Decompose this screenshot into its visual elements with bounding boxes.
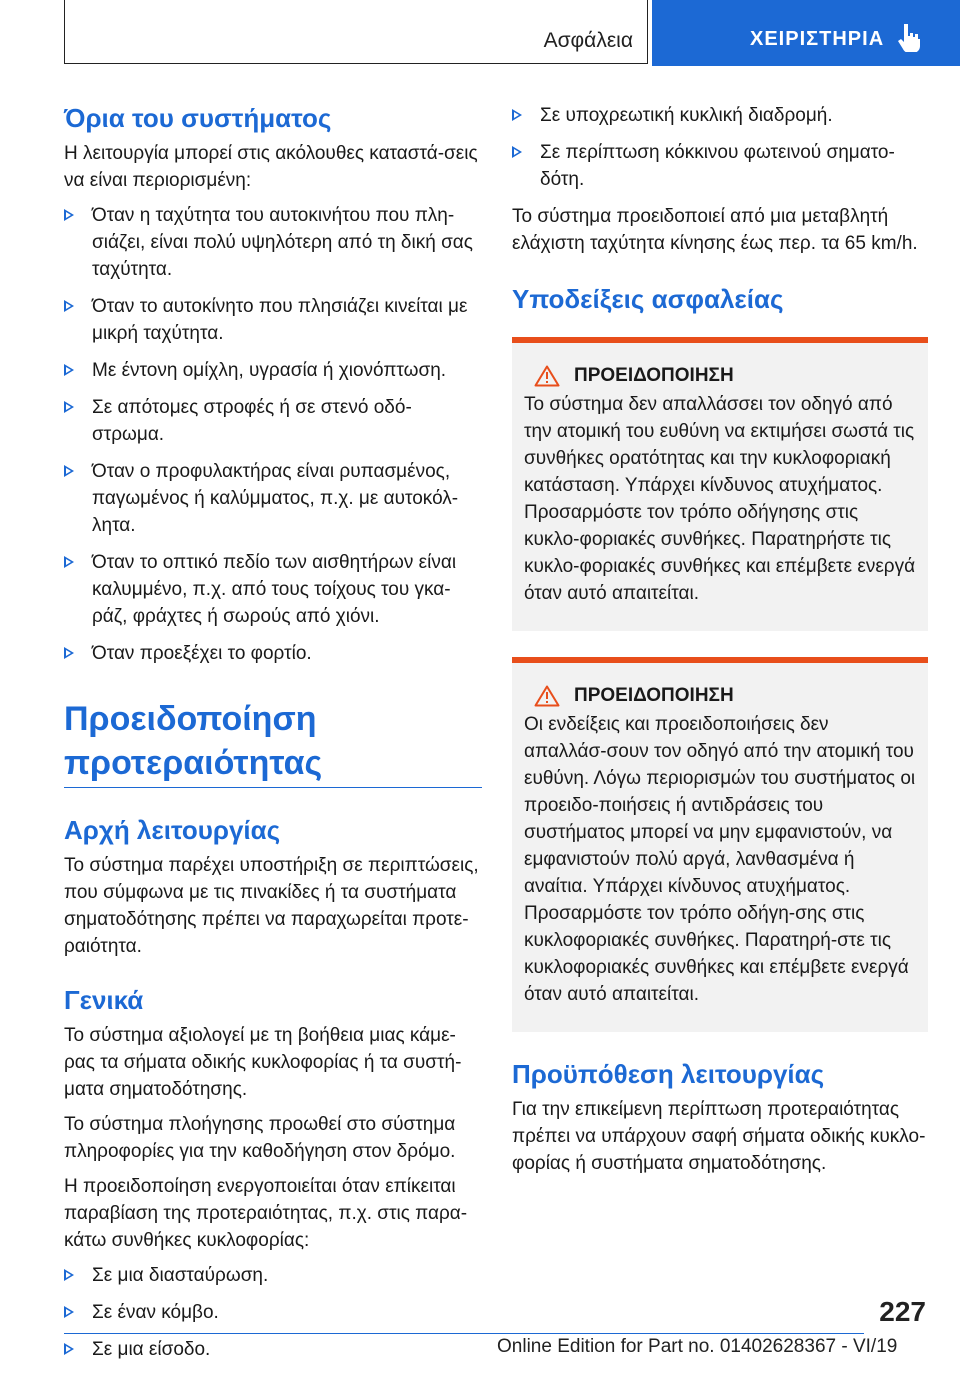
- list-item: Σε μια διασταύρωση.: [64, 1262, 482, 1289]
- principle-text: Το σύστημα παρέχει υποστήριξη σε περιπτώσεις, που σύμφωνα με τις πινακίδες ή τα συστήματα σηματοδότησης πρέπει να παραχωρείται προτε-ραιότητα.: [64, 855, 479, 957]
- warning-box-2: [512, 657, 928, 1032]
- warning-text: Το σύστημα δεν απαλλάσσει τον οδηγό από την ατομική του ευθύνη να εκτιμήσει σωστά τις συνθήκες ορατότητας και την κυκλοφοριακή κατάσταση. Υπάρχει κίνδυνος ατυχήματος. Προσαρμόστε τον τρόπο οδήγησης στις κυκλο-φοριακές συνθήκες. Παρατηρήστε τις κυκλο-φοριακές συνθήκες και επέμβετε ενεργά όταν αυτό απαιτείται.: [524, 394, 916, 604]
- list-item: Σε απότομες στροφές ή σε στενό οδό-στρωμα.: [64, 394, 482, 448]
- list-item: Όταν το αυτοκίνητο που πλησιάζει κινείται με μικρή ταχύτητα.: [64, 293, 482, 347]
- right-column: [512, 102, 928, 1185]
- list-item: Όταν ο προφυλακτήρας είναι ρυπασμένος, παγωμένος ή καλύμματος, π.χ. με αυτοκόλ-λητα.: [64, 458, 482, 539]
- footer-rule: [64, 1333, 864, 1334]
- triangle-bullet-icon: [64, 647, 74, 659]
- list-item: Σε περίπτωση κόκκινου φωτεινού σηματο-δότη.: [512, 139, 928, 193]
- triangle-bullet-icon: [64, 401, 74, 413]
- speed-text: Το σύστημα προειδοποιεί από μια μεταβλητή ελάχιστη ταχύτητα κίνησης έως περ. τα 65 km/h.: [512, 206, 918, 254]
- limits-list: [64, 202, 482, 667]
- list-item: Σε έναν κόμβο.: [64, 1299, 482, 1326]
- heading-rule: [64, 787, 482, 788]
- left-column: [64, 102, 482, 1373]
- list-item: Όταν το οπτικό πεδίο των αισθητήρων είναι καλυμμένο, π.χ. από τους τοίχους του γκα-ράζ, φράχτες ή σωρούς από χιόνι.: [64, 549, 482, 630]
- precondition-text: Για την επικείμενη περίπτωση προτεραιότητας πρέπει να υπάρχουν σαφή σήματα οδικής κυκλο-φορίας ή συστήματα σηματοδότησης.: [512, 1099, 926, 1174]
- triangle-bullet-icon: [512, 146, 522, 158]
- triangle-bullet-icon: [64, 1306, 74, 1318]
- warning-triangle-icon: [534, 365, 560, 387]
- triangle-bullet-icon: [512, 109, 522, 121]
- warning-triangle-icon: [534, 685, 560, 707]
- section-title: Ασφάλεια: [543, 29, 633, 52]
- triangle-bullet-icon: [64, 300, 74, 312]
- general-paragraph-3: Η προειδοποίηση ενεργοποιείται όταν επίκειται παραβίαση της προτεραιότητας, π.χ. στις παρα-κάτω συνθήκες κυκλοφορίας:: [64, 1176, 468, 1251]
- triangle-bullet-icon: [64, 465, 74, 477]
- footer-edition: Online Edition for Part no. 01402628367 - VI/19: [497, 1336, 898, 1357]
- general-paragraph-1: Το σύστημα αξιολογεί με τη βοήθεια μιας κάμε-ρας τα σήματα οδικής κυκλοφορίας ή τα συστή-ματα σηματοδότησης.: [64, 1025, 462, 1100]
- triangle-bullet-icon: [64, 209, 74, 221]
- triangle-bullet-icon: [64, 556, 74, 568]
- warning-header: [524, 685, 916, 707]
- precondition-heading: Προϋπόθεση λειτουργίας: [512, 1059, 825, 1089]
- list-item: Όταν η ταχύτητα του αυτοκινήτου που πλη-σιάζει, είναι πολύ υψηλότερη από τη δική σας ταχύτητα.: [64, 202, 482, 283]
- hand-pointer-icon: [896, 22, 922, 52]
- conditions-list: [512, 102, 928, 193]
- main-heading: Προειδοποίηση προτεραιότητας: [64, 700, 323, 782]
- page-header: [0, 0, 960, 66]
- page-number: 227: [879, 1296, 926, 1327]
- section-header-box: [64, 0, 648, 64]
- warning-label: ΠΡΟΕΙΔΟΠΟΙΗΣΗ: [574, 685, 734, 706]
- triangle-bullet-icon: [64, 1269, 74, 1281]
- warning-box-1: [512, 337, 928, 631]
- general-heading: Γενικά: [64, 985, 144, 1015]
- warning-label: ΠΡΟΕΙΔΟΠΟΙΗΣΗ: [574, 365, 734, 386]
- triangle-bullet-icon: [64, 364, 74, 376]
- chapter-tab: [652, 0, 960, 66]
- list-item: Σε υποχρεωτική κυκλική διαδρομή.: [512, 102, 928, 129]
- list-item: Όταν προεξέχει το φορτίο.: [64, 640, 482, 667]
- limits-heading: Όρια του συστήματος: [64, 103, 332, 133]
- list-item: Με έντονη ομίχλη, υγρασία ή χιονόπτωση.: [64, 357, 482, 384]
- safety-heading: Υποδείξεις ασφαλείας: [512, 284, 784, 314]
- warning-text: Οι ενδείξεις και προειδοποιήσεις δεν απαλλάσ-σουν τον οδηγό από την ατομική του ευθύνη. Λόγω περιορισμών του συστήματος οι προειδο-ποιήσεις ή αντιδράσεις του συστήματος μπορεί να μην εμφανιστούν, να εμφανιστούν πολύ αργά, λανθασμένα ή αναίτια. Υπάρχει κίνδυνος ατυχήματος. Προσαρμόστε τον τρόπο οδήγη-σης στις κυκλοφοριακές συνθήκες. Παρατηρή-στε τις κυκλοφοριακές συνθήκες και επέμβετε ενεργά όταν αυτό απαιτείται.: [524, 714, 916, 1005]
- chapter-tab-label: ΧΕΙΡΙΣΤΗΡΙΑ: [750, 28, 885, 50]
- list-item: Σε μια είσοδο.: [64, 1336, 482, 1363]
- triangle-bullet-icon: [64, 1343, 74, 1355]
- general-paragraph-2: Το σύστημα πλοήγησης προωθεί στο σύστημα πληροφορίες για την καθοδήγηση στον δρόμο.: [64, 1114, 456, 1162]
- warning-header: [524, 365, 916, 387]
- limits-intro: Η λειτουργία μπορεί στις ακόλουθες καταστά-σεις να είναι περιορισμένη:: [64, 143, 478, 191]
- general-list: [64, 1262, 482, 1363]
- principle-heading: Αρχή λειτουργίας: [64, 815, 281, 845]
